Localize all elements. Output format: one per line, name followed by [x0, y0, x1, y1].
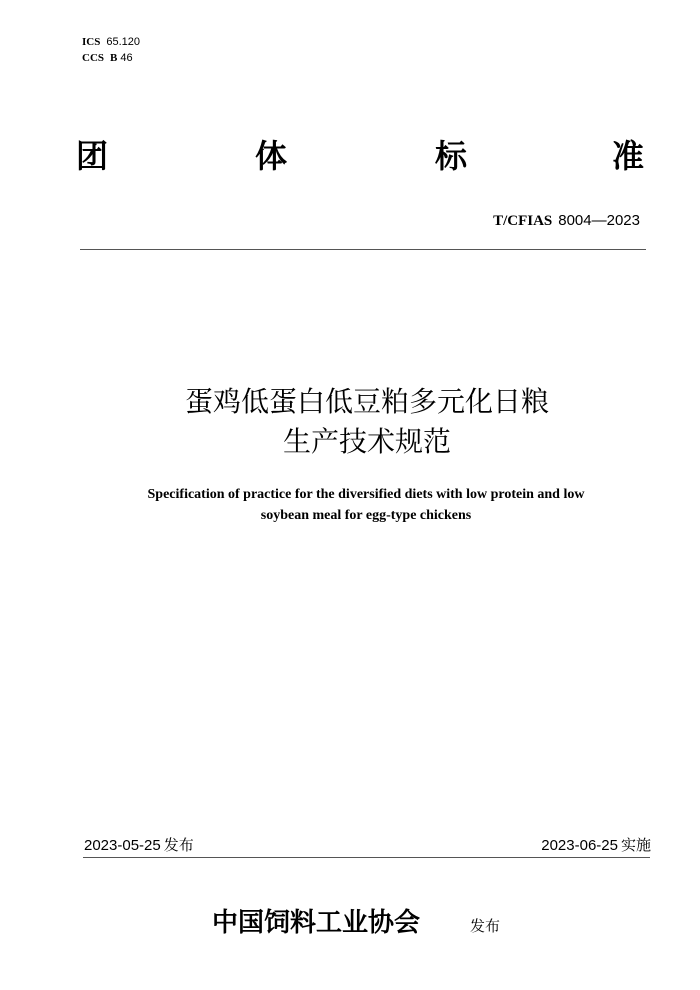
- publisher-name: 中国饲料工业协会: [212, 908, 421, 938]
- ccs-code: [82, 50, 140, 66]
- publish-date: [84, 834, 194, 855]
- standard-type-char-3: 标: [435, 137, 468, 175]
- ccs-label: CCS: [82, 52, 105, 64]
- bottom-divider: [83, 857, 650, 858]
- standard-number: [493, 212, 640, 230]
- english-title-line-1: Specification of practice for the diversified diets with low protein and low: [147, 487, 585, 502]
- standard-number-prefix: T/CFIAS: [493, 213, 553, 229]
- implementation-date: [541, 834, 651, 855]
- top-divider: [80, 249, 646, 250]
- standard-number-value: 8004—2023: [558, 212, 640, 229]
- ics-value: 65.120: [106, 36, 140, 48]
- ccs-number: 46: [120, 52, 133, 64]
- standard-type-char-1: 团: [76, 137, 109, 175]
- chinese-title-line-2: 生产技术规范: [282, 425, 451, 458]
- publisher-suffix: 发布: [470, 917, 501, 935]
- chinese-title: [0, 382, 700, 462]
- ccs-letter: B: [110, 52, 118, 64]
- standard-type-char-4: 准: [612, 137, 645, 175]
- chinese-title-line-1: 蛋鸡低蛋白低豆粕多元化日粮: [184, 385, 549, 418]
- publish-date-value: 2023-05-25: [84, 837, 161, 854]
- publish-date-suffix: 发布: [163, 837, 194, 854]
- standard-type-heading: [0, 134, 700, 178]
- classification-codes: [82, 34, 140, 66]
- english-title-line-2: soybean meal for egg-type chickens: [260, 508, 472, 523]
- ics-label: ICS: [82, 36, 101, 48]
- ics-code: [82, 34, 140, 50]
- english-title: [80, 484, 652, 526]
- standard-type-char-2: 体: [255, 137, 288, 175]
- implementation-date-value: 2023-06-25: [541, 837, 618, 854]
- implementation-date-suffix: 实施: [620, 837, 651, 854]
